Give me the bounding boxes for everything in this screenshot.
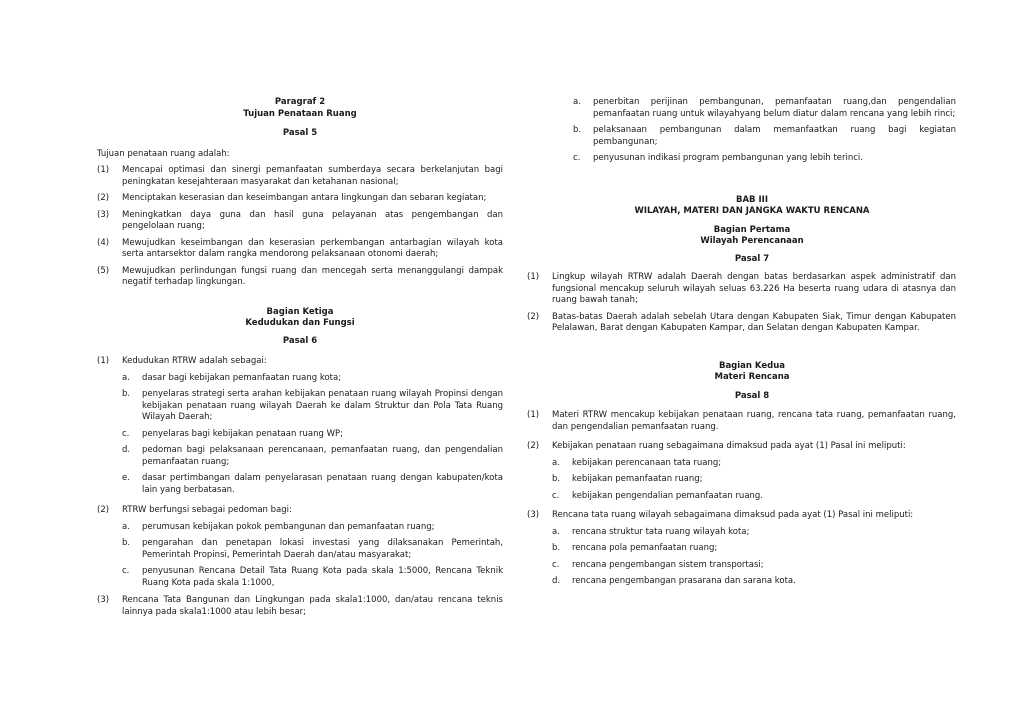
item-text: penyelaras strategi serta arahan kebijakan penataan ruang wilayah Propinsi dengan kebijakan penataan ruang wilayah Daerah ke dalam Struktur dan Pola Tata Ruang Wilayah Daerah; [142,389,503,422]
list-item [573,125,956,148]
list-item [552,458,956,470]
item-letter: d. [552,576,561,586]
ayat-1 [527,410,956,433]
item-letter: b. [573,125,582,135]
item-text: dasar pertimbangan dalam penyelarasan penataan ruang dengan kabupaten/kota lain yang berbatasan. [142,473,503,495]
item-text: penyusunan indikasi program pembangunan yang lebih terinci. [593,153,863,163]
item-text: Kebijakan penataan ruang sebagaimana dimaksud pada ayat (1) Pasal ini meliputi: [552,441,906,451]
item-number: (1) [97,165,110,175]
item-letter: e. [122,473,130,483]
list-item [552,491,956,503]
list-item [122,566,503,589]
item-text: RTRW berfungsi sebagai pedoman bagi: [122,505,292,515]
pasal-7-list [527,272,956,335]
bagian-ketiga-heading: Bagian Ketiga [266,306,334,317]
ayat-1-list [122,373,503,497]
item-text: Lingkup wilayah RTRW adalah Daerah dengan batas berdasarkan aspek administratif dan fungsional mencakup seluruh wilayah seluas 63.226 Ha beserta ruang udara di atasnya dan ruang bawah tanah; [552,272,956,305]
item-number: (3) [97,595,110,605]
item-text: pedoman bagi pelaksanaan perencanaan, pemanfaatan ruang, dan pengendalian pemanfaatan ruang; [142,445,503,467]
item-text: Rencana Tata Bangunan dan Lingkungan pada skala1:1000, dan/atau rencana teknis lainnya pada skala1:1000 atau lebih besar; [122,595,503,617]
bagian-pertama-heading: Bagian Pertama [713,224,791,235]
item-text: Rencana tata ruang wilayah sebagaimana dimaksud pada ayat (1) Pasal ini meliputi: [552,510,914,520]
ayat-1 [97,356,503,368]
item-letter: c. [573,153,581,163]
item-text: dasar bagi kebijakan pemanfaatan ruang kota; [142,372,342,383]
item-text: penyelaras bagi kebijakan penataan ruang WP; [142,428,344,439]
list-item [122,522,503,534]
bagian-kedua-subtitle: Materi Rencana [714,372,790,382]
item-number: (3) [97,209,110,220]
pasal-7-heading: Pasal 7 [734,253,770,264]
item-text: rencana pengembangan sistem transportasi; [572,559,764,570]
ayat-3 [97,595,503,618]
bagian-ketiga-subtitle: Kedudukan dan Fungsi [245,318,355,328]
item-letter: c. [122,428,130,439]
ayat-2 [527,441,956,453]
item-letter: b. [552,543,561,553]
item-text: rencana pola pemanfaatan ruang; [572,543,718,553]
list-item [122,373,503,385]
pasal-8-heading: Pasal 8 [734,390,770,401]
tujuan-item [97,193,503,205]
bagian-kedua-heading: Bagian Kedua [718,360,786,371]
item-number: (3) [527,510,540,520]
tujuan-item [97,266,503,289]
tujuan-item [97,165,503,188]
item-text: Mencapai optimasi dan sinergi pemanfaatan sumberdaya secara berkelanjutan bagi peningkatan kesejahteraan masyarakat dan ketahanan nasional; [122,165,503,187]
pasal-8-body [527,410,956,588]
item-text: Meningkatkan daya guna dan hasil guna pelayanan atas pengembangan dan pengelolaan ruang; [122,209,503,231]
item-letter: c. [122,566,130,576]
list-item [552,543,956,555]
paragraf-subtitle: Tujuan Penataan Ruang [243,108,357,119]
item-number: (4) [97,237,110,248]
item-number: (1) [527,410,540,420]
bab-title: WILAYAH, MATERI DAN JANGKA WAKTU RENCANA [634,206,870,216]
continued-list [573,97,956,165]
item-letter: d. [122,445,131,455]
bab-heading: BAB III [736,194,768,205]
item-letter: a. [552,526,560,537]
item-text: pengarahan dan penetapan lokasi investasi yang dilaksanakan Pemerintah, Pemerintah Propinsi, Pemerintah Daerah dan/atau masyarakat; [142,538,503,560]
list-item [552,560,956,572]
ayat-2-list [122,522,503,590]
item-text: penerbitan perijinan pembangunan, pemanfaatan ruang,dan pengendalian pemanfaatan ruang untuk wilayahyang belum diatur dalam rencana yang lebih rinci; [593,97,956,119]
item-text: Batas-batas Daerah adalah sebelah Utara dengan Kabupaten Siak, Timur dengan Kabupaten Pelalawan, Barat dengan Kabupaten Kampar, dan Selatan dengan Kabupaten Kampar. [552,311,956,333]
ayat-3-list [552,527,956,588]
list-item [122,389,503,424]
item-text: penyusunan Rencana Detail Tata Ruang Kota pada skala 1:5000, Rencana Teknik Ruang Kota pada skala 1:1000, [142,566,503,588]
tujuan-intro: Tujuan penataan ruang adalah: [97,148,230,159]
item-number: (1) [97,356,110,366]
right-column [527,97,956,593]
item-text: kebijakan pengendalian pemanfaatan ruang. [572,490,764,501]
item-text: perumusan kebijakan pokok pembangunan dan pemanfaatan ruang; [142,521,435,532]
item-text: rencana pengembangan prasarana dan sarana kota. [572,576,796,586]
tujuan-item [97,210,503,233]
item-number: (5) [97,265,110,276]
list-item [122,473,503,496]
item-text: Mewujudkan perlindungan fungsi ruang dan mencegah serta menanggulangi dampak negatif terhadap lingkungan. [122,265,503,287]
item-text: rencana struktur tata ruang wilayah kota; [572,526,750,537]
item-number: (2) [97,193,110,203]
ayat-item [527,272,956,307]
item-letter: a. [122,372,130,383]
left-column [97,97,503,623]
ayat-2-list [552,458,956,503]
item-text: Materi RTRW mencakup kebijakan penataan ruang, rencana tata ruang, pemanfaatan ruang, dan pengendalian pemanfaatan ruang. [552,410,956,432]
item-number: (1) [527,272,540,282]
item-letter: c. [552,559,560,570]
item-text: Mewujudkan keseimbangan dan keserasian perkembangan antarbagian wilayah kota serta antarsektor dalam rangka mendorong pelaksanaan otonomi daerah; [122,237,503,259]
item-text: pelaksanaan pembangunan dalam memanfaatkan ruang bagi kegiatan pembangunan; [593,125,956,147]
item-number: (2) [527,441,540,451]
item-letter: a. [573,97,581,107]
ayat-item [527,312,956,335]
pasal-5-heading: Pasal 5 [282,128,318,138]
item-letter: b. [122,389,131,399]
list-item [122,445,503,468]
item-letter: a. [122,521,130,532]
list-item [122,538,503,561]
item-number: (2) [97,505,110,515]
list-item [552,527,956,539]
list-item [573,97,956,120]
item-text: kebijakan perencanaan tata ruang; [572,457,722,468]
bagian-pertama-subtitle: Wilayah Perencanaan [700,236,804,246]
item-letter: b. [552,474,561,484]
paragraf-title: Paragraf 2 [274,97,326,107]
ayat-2 [97,505,503,517]
item-text: kebijakan pemanfaatan ruang; [572,474,703,484]
list-item [573,153,956,165]
item-text: Kedudukan RTRW adalah sebagai: [122,356,267,366]
item-letter: b. [122,538,131,548]
list-item [122,429,503,441]
list-item [552,474,956,486]
item-number: (2) [527,311,540,322]
ayat-3 [527,510,956,522]
pasal-6-heading: Pasal 6 [282,335,318,346]
item-letter: a. [552,457,560,468]
item-letter: c. [552,490,560,501]
tujuan-item [97,238,503,261]
list-item [552,576,956,588]
item-text: Menciptakan keserasian dan keseimbangan antara lingkungan dan sebaran kegiatan; [122,193,487,203]
